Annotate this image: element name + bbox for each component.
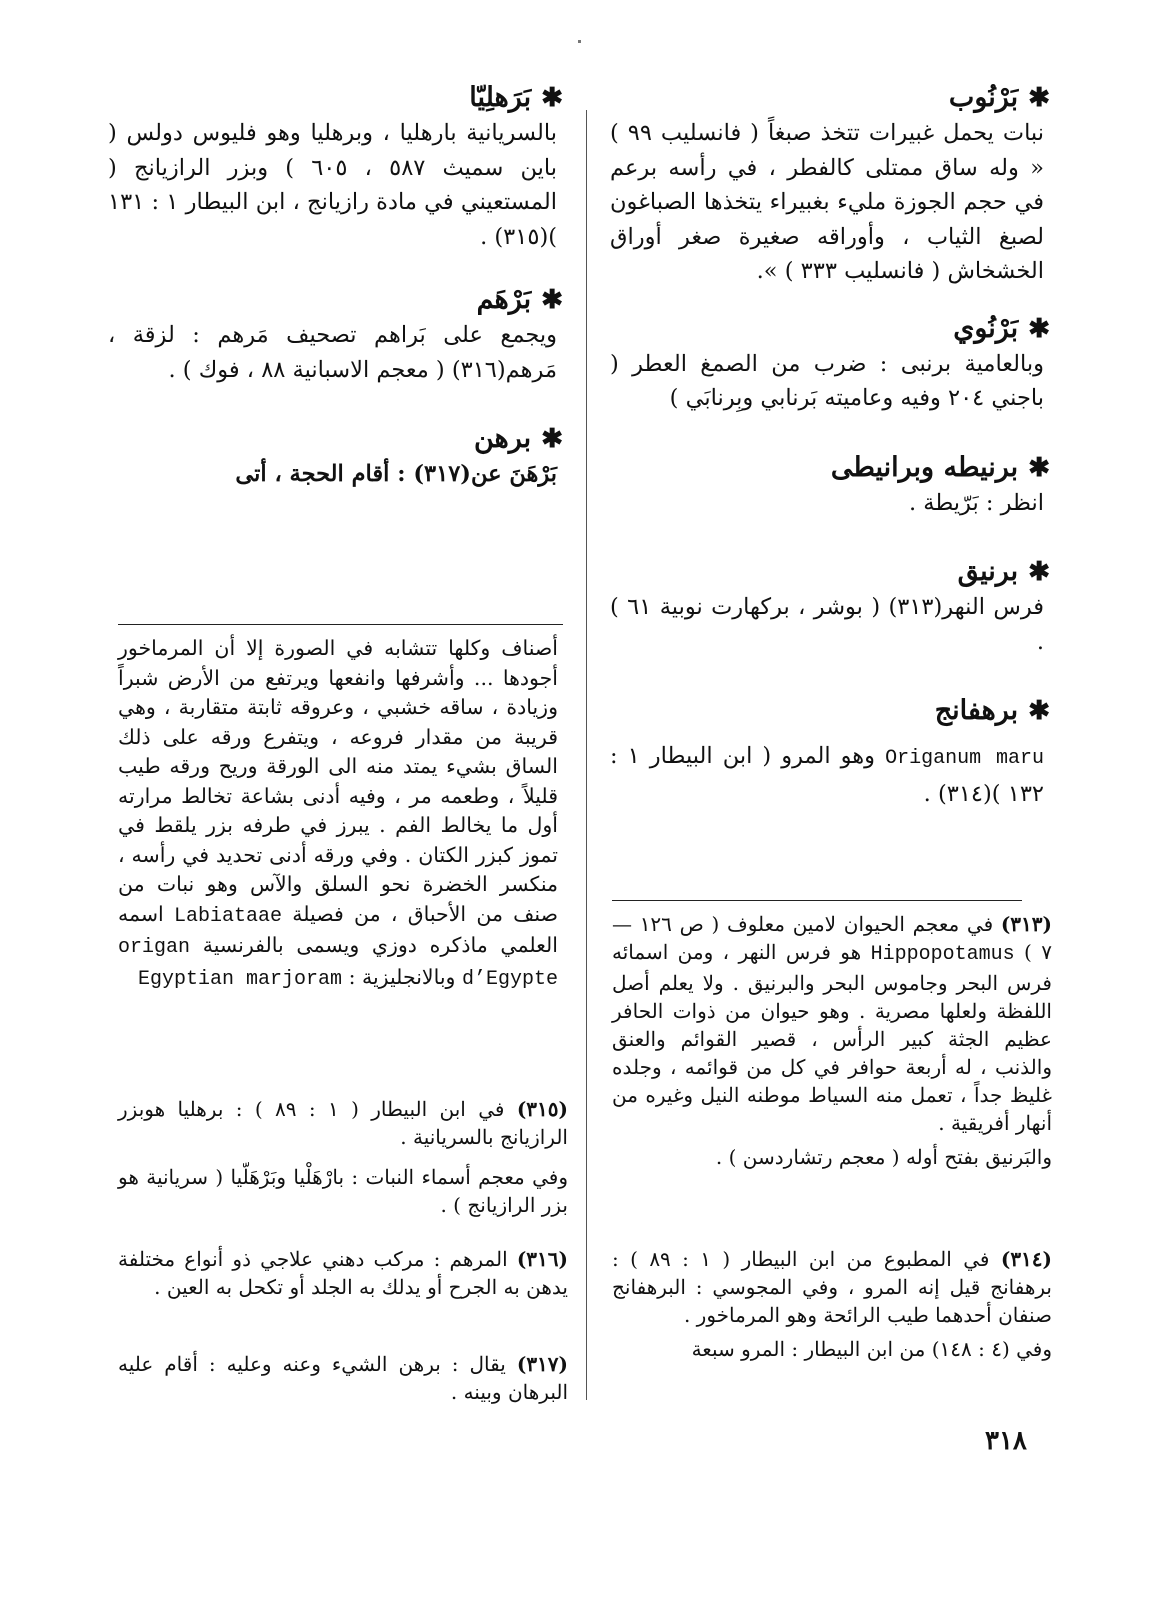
- entry-barniq: [610, 554, 1050, 659]
- asterisk-icon: ✱: [1028, 313, 1050, 344]
- page-number: ٣١٨: [985, 1426, 1027, 1456]
- asterisk-icon: ✱: [541, 83, 563, 113]
- entry-barhan: [108, 421, 563, 492]
- latin-term: Origanum maru: [885, 747, 1045, 770]
- entry-barhaliya: [108, 80, 563, 254]
- entry-text: فرس النهر(٣١٣) ( بوشر ، بركهارت نوبية ٦١ ) .: [610, 594, 1045, 655]
- column-divider: [586, 110, 587, 1400]
- continuation-text-2: اسمه العلمي ماذكره دوزي ويسمى بالفرنسية: [118, 901, 558, 957]
- footnote-text: في معجم الحيوان لامين معلوف ( ص ١٢٦ — ٧ ): [612, 912, 1052, 964]
- asterisk-icon: ✱: [1028, 696, 1050, 726]
- entry-barham: [108, 282, 563, 387]
- latin-english: Egyptian marjoram: [137, 967, 343, 991]
- entry-barnuwi: [610, 311, 1050, 416]
- footnote-316: [118, 1245, 568, 1301]
- headword: برهفانج: [934, 695, 1019, 726]
- footnote-text: المرهم : مركب دهني علاجي ذو أنواع مختلفة يدهن به الجرح أو يدلك به الجلد أو تكحل به العين .: [118, 1247, 568, 1299]
- entry-text: ويجمع على بَراهم تصحيف مَرهم : لزقة ، مَرهم(٣١٦) ( معجم الاسبانية ٨٨ ، فوك ) .: [108, 322, 557, 383]
- footnote-text: في المطبوع من ابن البيطار ( ١ : ٨٩ ) : برهفانج قيل إنه المرو ، وفي المجوسي : البرهفانج صنفان أحدهما طيب الرائحة وهو المرماخور .: [612, 1247, 1052, 1327]
- entry-text: [610, 739, 1050, 811]
- entry-barnub: [610, 80, 1050, 289]
- left-footnote-rule: [118, 624, 563, 625]
- entry-text: بَرْهَنَ عن(٣١٧) : أقام الحجة ، أتى: [235, 461, 557, 487]
- right-column: [610, 80, 1050, 811]
- entry-barnita: [610, 450, 1050, 521]
- headword: بَرَهلِيّا: [469, 82, 532, 113]
- asterisk-icon: ✱: [1028, 83, 1050, 113]
- headword: برهن: [473, 423, 532, 454]
- entry-text: انظر : بَرّيطة .: [908, 489, 1044, 516]
- footnote-extra: وفي معجم أسماء النبات : بارْهَلْيا وبَرْهَلّيا ( سريانية هو بزر الرازيانج ) .: [118, 1165, 568, 1217]
- footnote-extra: والبَرنيق بفتح أوله ( معجم رتشاردسن ) .: [715, 1145, 1052, 1169]
- entry-text-arabic: وهو المرو ( ابن البيطار ١ : ١٣٢ )(٣١٤) .: [610, 743, 1044, 807]
- latin-term: Hippopotamus: [870, 943, 1015, 966]
- continuation-text: أصناف وكلها تتشابه في الصورة إلا أن المرماخور أجودها ... وأشرفها وانفعها ويرتفع من الأرض شبراً وزيادة ، ساقه خشبي ، وعروقه ثابتة متقاربة ، وهي قريبة من مقدار فروعه ، ويتفرع ورقه على ذلك الساق بشيء يمتد منه الى الورقة وريح ورقه طيب قليلاً ، وطعمه مر ، وفيه أدنى بشاعة تخالط مرارته أول ما يخالط الفم . يبرز في طرفه بزر يلقط في تموز كبزر الكتان . وفي ورقه أدنى تحديد في رأسه ، منكسر الخضرة نحو السلق والآس وهو نبات من صنف من الأحباق ، من فصيلة: [118, 636, 558, 926]
- asterisk-icon: ✱: [541, 424, 563, 454]
- footnote-number: (٣١٥): [516, 1097, 568, 1121]
- entry-text: بالسريانية بارهليا ، وبرهليا وهو فليوس دولس ( باين سميث ٥٨٧ ، ٦٠٥ ) وبزر الرازيانج ( المستعيني في مادة رازيانج ، ابن البيطار ١ : ١٣١ )(٣١٥) .: [108, 120, 557, 250]
- entry-barhafanj: [610, 693, 1050, 811]
- footnote-315: [118, 1095, 568, 1219]
- footnote-313: [612, 910, 1052, 1171]
- asterisk-icon: ✱: [1028, 557, 1050, 587]
- headword: بَرْنُوي: [953, 312, 1019, 344]
- asterisk-icon: ✱: [541, 285, 563, 315]
- entry-text: نبات يحمل غبيرات تتخذ صبغاً ( فانسليب ٩٩ ) « وله ساق ممتلى كالفطر ، في رأسه برعم في حجم الجوزة مليء بغبيراء يتخذها الصباغون لصبغ الثياب ، وأوراقه صغيرة صغر أوراق الخشخاش ( فانسليب ٣٣٣ ) ».: [610, 120, 1044, 284]
- footnote-number: (٣١٤): [1000, 1247, 1053, 1271]
- entry-text: وبالعامية برنبى : ضرب من الصمغ العطر ( باجني ٢٠٤ وفيه وعاميته بَرنابي وبِرنابَي ): [610, 350, 1044, 411]
- headword: برنيق: [957, 556, 1019, 587]
- footnote-text-2: هو فرس النهر ، ومن اسمائه فرس البحر وجاموس البحر والبرنيق . ولا يعلم أصل اللفظة ولعلها مصرية . وهو حيوان من ذوات الحافر عظيم الجثة كبير الرأس ، قصير القوائم والعنق والذنب ، له أربعة حوافر في كل من قوائمه ، وجلده غليظ جداً ، تعمل منه السياط موطنه النيل وغيره من أنهار أفريقية .: [612, 940, 1052, 1135]
- headword: بَرْنُوب: [948, 82, 1019, 113]
- asterisk-icon: ✱: [1028, 452, 1050, 483]
- latin-french: origan d’Egypte: [118, 936, 558, 991]
- continuation-text-3: وبالانجليزية :: [348, 964, 456, 989]
- footnote-extra: وفي (٤ : ١٤٨) من ابن البيطار : المرو سبعة: [691, 1337, 1052, 1361]
- footnote-317: [118, 1350, 568, 1406]
- continuation-note: [118, 634, 558, 994]
- footnote-number: (٣١٦): [516, 1247, 568, 1271]
- footnote-314: [612, 1245, 1052, 1363]
- footnote-text: يقال : برهن الشيء وعنه وعليه : أقام عليه البرهان وبينه .: [118, 1352, 568, 1404]
- headword: بَرْهَم: [476, 284, 532, 315]
- footnote-number: (٣١٧): [516, 1352, 569, 1376]
- left-column: [108, 80, 563, 492]
- footnote-text: في ابن البيطار ( ١ : ٨٩ ) : برهليا هوبزر الرازيانج بالسريانية .: [118, 1097, 568, 1149]
- right-footnote-rule: [612, 900, 1022, 901]
- latin-family: Labiataae: [173, 904, 282, 928]
- headword: برنيطه وبرانيطى: [830, 451, 1019, 483]
- footnote-number: (٣١٣): [1000, 912, 1052, 936]
- page-speck: [578, 40, 581, 43]
